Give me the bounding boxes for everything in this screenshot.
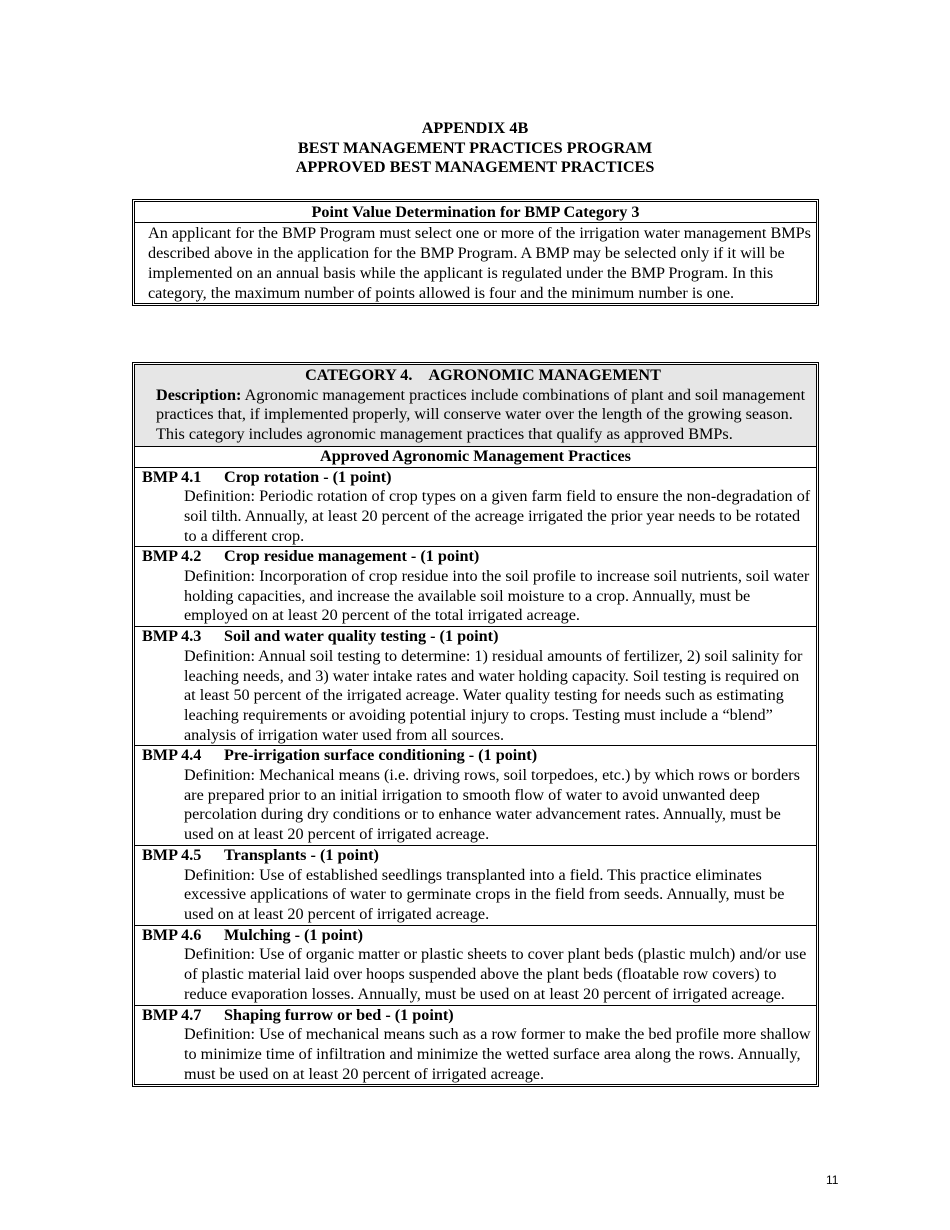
point-value-title: Point Value Determination for BMP Category 3	[135, 202, 816, 223]
bmp-definition: Definition: Use of established seedlings transplanted into a field. This practice eliminates excessive applications of water to germinate crops in the field from seeds. Annually, must be used on at least 20 percent of irrigated acreage.	[184, 865, 785, 923]
bmp-definition: Definition: Use of mechanical means such as a row former to make the bed profile more shallow to minimize time of infiltration and minimize the wetted surface area along the rows. Annually, must be used on at least 20 percent of irrigated acreage.	[184, 1025, 811, 1083]
description-label: Description:	[156, 385, 242, 404]
bmp-row	[135, 846, 816, 926]
bmp-number: BMP 4.7	[142, 1005, 202, 1024]
category-table	[132, 362, 819, 1087]
bmp-definition: Definition: Mechanical means (i.e. driving rows, soil torpedoes, etc.) by which rows or borders are prepared prior to an initial irrigation to smooth flow of water to avoid unwanted deep percolation during dry conditions or to enhance water advancement rates. Annually, must be used on at least 20 percent of irrigated acreage.	[184, 766, 800, 844]
bmp-name: Pre-irrigation surface conditioning - (1 point)	[224, 746, 538, 765]
bmp-row	[135, 547, 816, 627]
bmp-row	[135, 746, 816, 846]
bmp-title	[142, 926, 812, 946]
bmp-number: BMP 4.2	[142, 547, 202, 566]
point-value-box	[132, 199, 819, 306]
bmp-number: BMP 4.6	[142, 925, 202, 944]
category-description	[156, 386, 810, 445]
approved-practices-header: Approved Agronomic Management Practices	[135, 447, 816, 468]
bmp-title	[142, 846, 812, 866]
bmp-title	[142, 746, 812, 766]
bmp-definition: Definition: Annual soil testing to determine: 1) residual amounts of fertilizer, 2) soil salinity for leaching needs, and 3) water intake rates and water holding capacity. Soil testing is required on at least 50 percent of the irrigated acreage. Water quality testing for needs such as estimating leaching requirements or avoiding potential injury to crops. Testing must include a “blend” analysis of irrigation water used from all sources.	[184, 646, 803, 744]
bmp-name: Soil and water quality testing - (1 point)	[224, 627, 499, 646]
bmp-definition: Definition: Periodic rotation of crop types on a given farm field to ensure the non-degradation of soil tilth. Annually, at least 20 percent of the acreage irrigated the prior year needs to be rotated to a different crop.	[184, 487, 811, 545]
bmp-name: Transplants - (1 point)	[224, 845, 379, 864]
bmp-number: BMP 4.5	[142, 845, 202, 864]
bmp-row	[135, 1006, 816, 1085]
bmp-row	[135, 926, 816, 1006]
point-value-body: An applicant for the BMP Program must select one or more of the irrigation water management BMPs described above in the application for the BMP Program. A BMP may be selected only if it will be implemented on an annual basis while the applicant is regulated under the BMP Program. In this category, the maximum number of points allowed is four and the minimum number is one.	[148, 224, 811, 302]
description-text: Agronomic management practices include combinations of plant and soil management practices that, if implemented properly, will conserve water over the length of the growing season. This category includes agronomic management practices that qualify as approved BMPs.	[156, 385, 806, 444]
appendix-title: APPENDIX 4B	[421, 119, 529, 137]
bmp-title	[142, 1006, 812, 1026]
bmp-title	[142, 627, 812, 647]
bmp-row	[135, 627, 816, 746]
category-name: AGRONOMIC MANAGEMENT	[428, 366, 661, 384]
category-number: CATEGORY 4.	[305, 366, 413, 384]
program-title: BEST MANAGEMENT PRACTICES PROGRAM	[297, 138, 653, 157]
document-header	[0, 119, 950, 178]
category-header	[135, 365, 816, 447]
bmp-definition: Definition: Incorporation of crop residue into the soil profile to increase soil nutrients, soil water holding capacities, and increase the available soil moisture to a crop. Annually, must be employed on at least 20 percent of the total irrigated acreage.	[184, 567, 810, 625]
page-number: 11	[826, 1173, 839, 1187]
bmp-name: Crop residue management - (1 point)	[224, 547, 480, 566]
bmp-name: Crop rotation - (1 point)	[224, 467, 392, 486]
practices-title: APPROVED BEST MANAGEMENT PRACTICES	[295, 158, 655, 176]
bmp-definition: Definition: Use of organic matter or plastic sheets to cover plant beds (plastic mulch) and/or use of plastic material laid over hoops suspended above the plant beds (floatable row covers) to reduce evaporation losses. Annually, must be used on at least 20 percent of irrigated acreage.	[184, 945, 807, 1003]
bmp-number: BMP 4.3	[142, 627, 202, 646]
bmp-title	[142, 468, 812, 488]
bmp-number: BMP 4.1	[142, 467, 202, 486]
bmp-number: BMP 4.4	[142, 746, 202, 765]
bmp-title	[142, 547, 812, 567]
category-title	[156, 366, 810, 386]
bmp-name: Mulching - (1 point)	[224, 925, 363, 944]
bmp-row	[135, 468, 816, 548]
bmp-name: Shaping furrow or bed - (1 point)	[224, 1005, 454, 1024]
